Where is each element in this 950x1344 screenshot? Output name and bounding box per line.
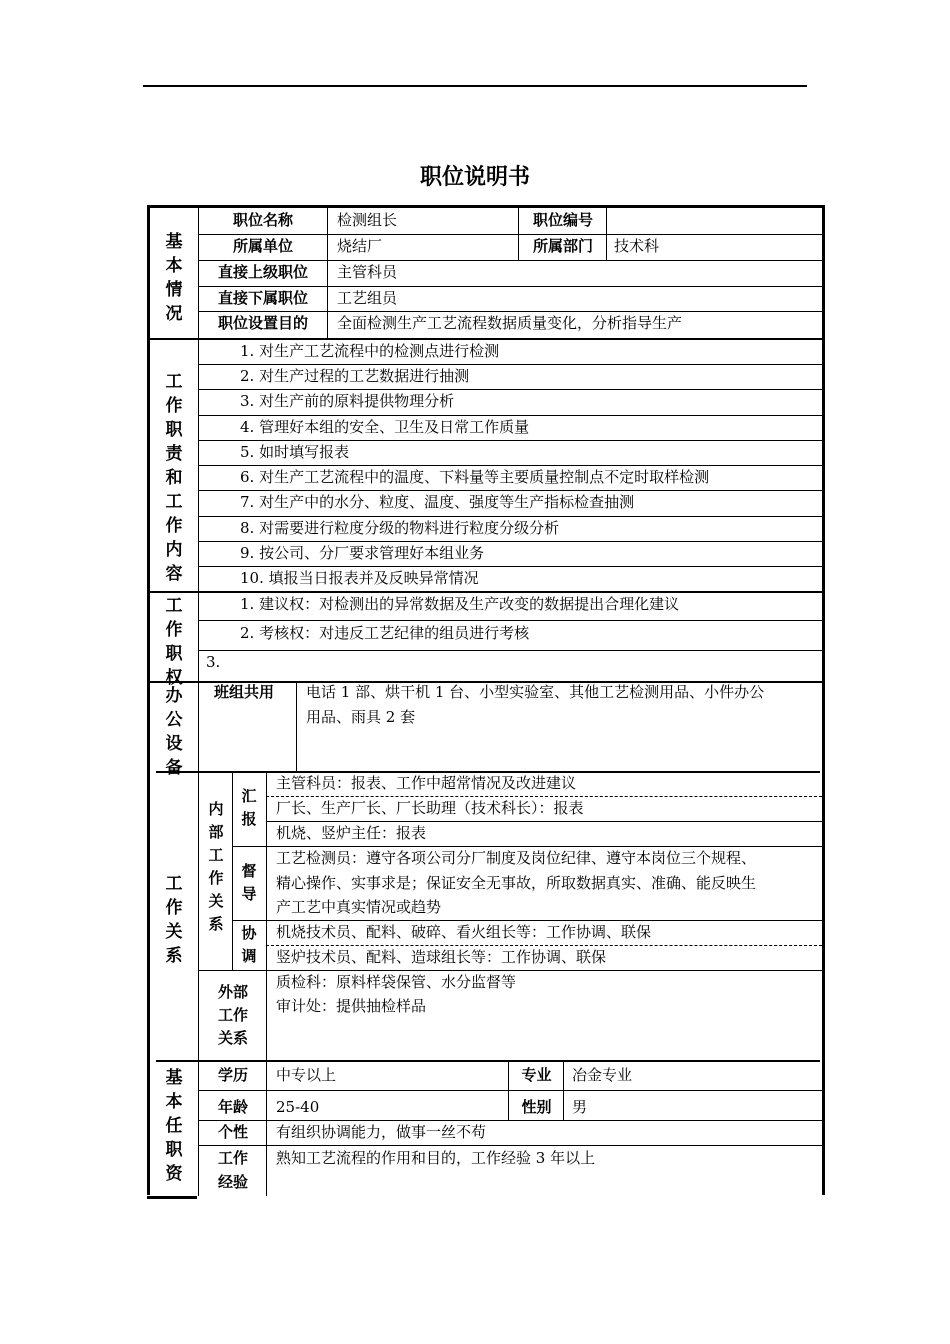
- external-item: 质检科：原料样袋保管、水分监督等: [276, 973, 517, 991]
- authority-item: 3.: [206, 653, 221, 671]
- equipment-line: 电话 1 部、烘干机 1 台、小型实验室、其他工艺检测用品、小件办公: [306, 683, 765, 701]
- section-duties: 工作职责和工作内容: [165, 372, 183, 584]
- header-rule: [143, 85, 807, 87]
- major-value: 冶金专业: [572, 1066, 633, 1084]
- education-value: 中专以上: [276, 1066, 337, 1084]
- report-item: 厂长、生产厂长、厂长助理（技术科长）：报表: [276, 799, 584, 817]
- divider: [518, 208, 519, 260]
- superior-label: 直接上级职位: [217, 263, 308, 281]
- equipment-label: 班组共用: [214, 683, 275, 701]
- position-no-label: 职位编号: [532, 211, 593, 229]
- section-authority: 工作职权: [165, 596, 183, 688]
- external-label: 关系: [217, 1029, 248, 1047]
- subordinate-label: 直接下属职位: [217, 289, 308, 307]
- unit-label: 所属单位: [232, 237, 293, 255]
- internal-relations-label: 内部工作关系: [208, 800, 224, 933]
- divider: [266, 1061, 267, 1196]
- divider: [296, 682, 297, 772]
- dept-label: 所属部门: [532, 237, 593, 255]
- gender-value: 男: [572, 1098, 588, 1116]
- position-name-label: 职位名称: [232, 211, 293, 229]
- supervise-item: 精心操作、实事求是；保证安全无事故，所取数据真实、准确、能反映生: [276, 874, 757, 892]
- divider: [198, 1061, 199, 1196]
- dept-value: 技术科: [614, 237, 660, 255]
- subordinate-value: 工艺组员: [337, 289, 398, 307]
- divider: [327, 208, 328, 338]
- page-title: 职位说明书: [419, 165, 530, 190]
- authority-item: 1. 建议权：对检测出的异常数据及生产改变的数据提出合理化建议: [240, 595, 680, 613]
- duty-item: 1. 对生产工艺流程中的检测点进行检测: [240, 342, 500, 360]
- coordinate-item: 机烧技术员、配料、破碎、看火组长等：工作协调、联保: [276, 923, 652, 941]
- section-equipment: 办公设备: [165, 686, 183, 778]
- report-item: 机烧、竖炉主任：报表: [276, 824, 427, 842]
- external-label: 工作: [217, 1006, 248, 1024]
- authority-item: 2. 考核权：对违反工艺纪律的组员进行考核: [240, 624, 530, 642]
- section-qualification: 基本任职资: [165, 1068, 183, 1184]
- external-label: 外部: [217, 983, 248, 1001]
- age-value: 25-40: [276, 1098, 320, 1116]
- gender-label: 性别: [521, 1098, 552, 1116]
- divider: [198, 208, 199, 338]
- personality-label: 个性: [217, 1123, 248, 1141]
- duty-item: 10. 填报当日报表并及反映异常情况: [240, 569, 479, 587]
- divider: [198, 682, 199, 772]
- divider: [508, 1061, 509, 1121]
- age-label: 年龄: [217, 1098, 248, 1116]
- duty-item: 6. 对生产工艺流程中的温度、下料量等主要质量控制点不定时取样检测: [240, 468, 710, 486]
- report-item: 主管科员：报表、工作中超常情况及改进建议: [276, 774, 577, 792]
- duty-item: 3. 对生产前的原料提供物理分析: [240, 392, 455, 410]
- purpose-value: 全面检测生产工艺流程数据质量变化，分析指导生产: [337, 314, 683, 332]
- report-label: 汇报: [241, 787, 257, 828]
- divider: [606, 208, 607, 260]
- coordinate-label: 协调: [241, 924, 257, 965]
- divider: [198, 1090, 822, 1091]
- divider: [198, 772, 199, 1060]
- duty-item: 9. 按公司、分厂要求管理好本组业务: [240, 544, 485, 562]
- divider: [266, 772, 267, 1060]
- divider: [563, 1061, 564, 1121]
- duty-item: 4. 管理好本组的安全、卫生及日常工作质量: [240, 418, 530, 436]
- section-relations: 工作关系: [165, 874, 183, 966]
- purpose-label: 职位设置目的: [217, 314, 308, 332]
- section-basic: 基本情况: [165, 232, 183, 324]
- coordinate-item: 竖炉技术员、配料、造球组长等：工作协调、联保: [276, 948, 607, 966]
- duty-item: 5. 如时填写报表: [240, 443, 350, 461]
- position-name-value: 检测组长: [337, 211, 398, 229]
- equipment-line: 用品、雨具 2 套: [306, 708, 416, 726]
- external-item: 审计处：提供抽检样品: [276, 997, 427, 1015]
- experience-label: 工作: [217, 1149, 248, 1167]
- experience-value: 熟知工艺流程的作用和目的，工作经验 3 年以上: [276, 1149, 596, 1167]
- major-label: 专业: [521, 1066, 552, 1084]
- duty-item: 2. 对生产过程的工艺数据进行抽测: [240, 367, 470, 385]
- supervise-item: 工艺检测员：遵守各项公司分厂制度及岗位纪律、遵守本岗位三个规程、: [276, 849, 757, 867]
- unit-value: 烧结厂: [337, 237, 383, 255]
- section-rule: [156, 1060, 820, 1062]
- education-label: 学历: [217, 1066, 248, 1084]
- divider: [232, 772, 233, 971]
- divider: [198, 339, 199, 682]
- supervise-item: 产工艺中真实情况或趋势: [276, 898, 442, 916]
- superior-value: 主管科员: [337, 263, 398, 281]
- divider: [198, 650, 823, 651]
- experience-label: 经验: [217, 1173, 248, 1191]
- personality-value: 有组织协调能力，做事一丝不苟: [276, 1123, 487, 1141]
- table-bottom-rule: [147, 1196, 197, 1199]
- supervise-label: 督导: [241, 862, 257, 903]
- duty-item: 8. 对需要进行粒度分级的物料进行粒度分级分析: [240, 519, 560, 537]
- duty-item: 7. 对生产中的水分、粒度、温度、强度等生产指标检查抽测: [240, 493, 635, 511]
